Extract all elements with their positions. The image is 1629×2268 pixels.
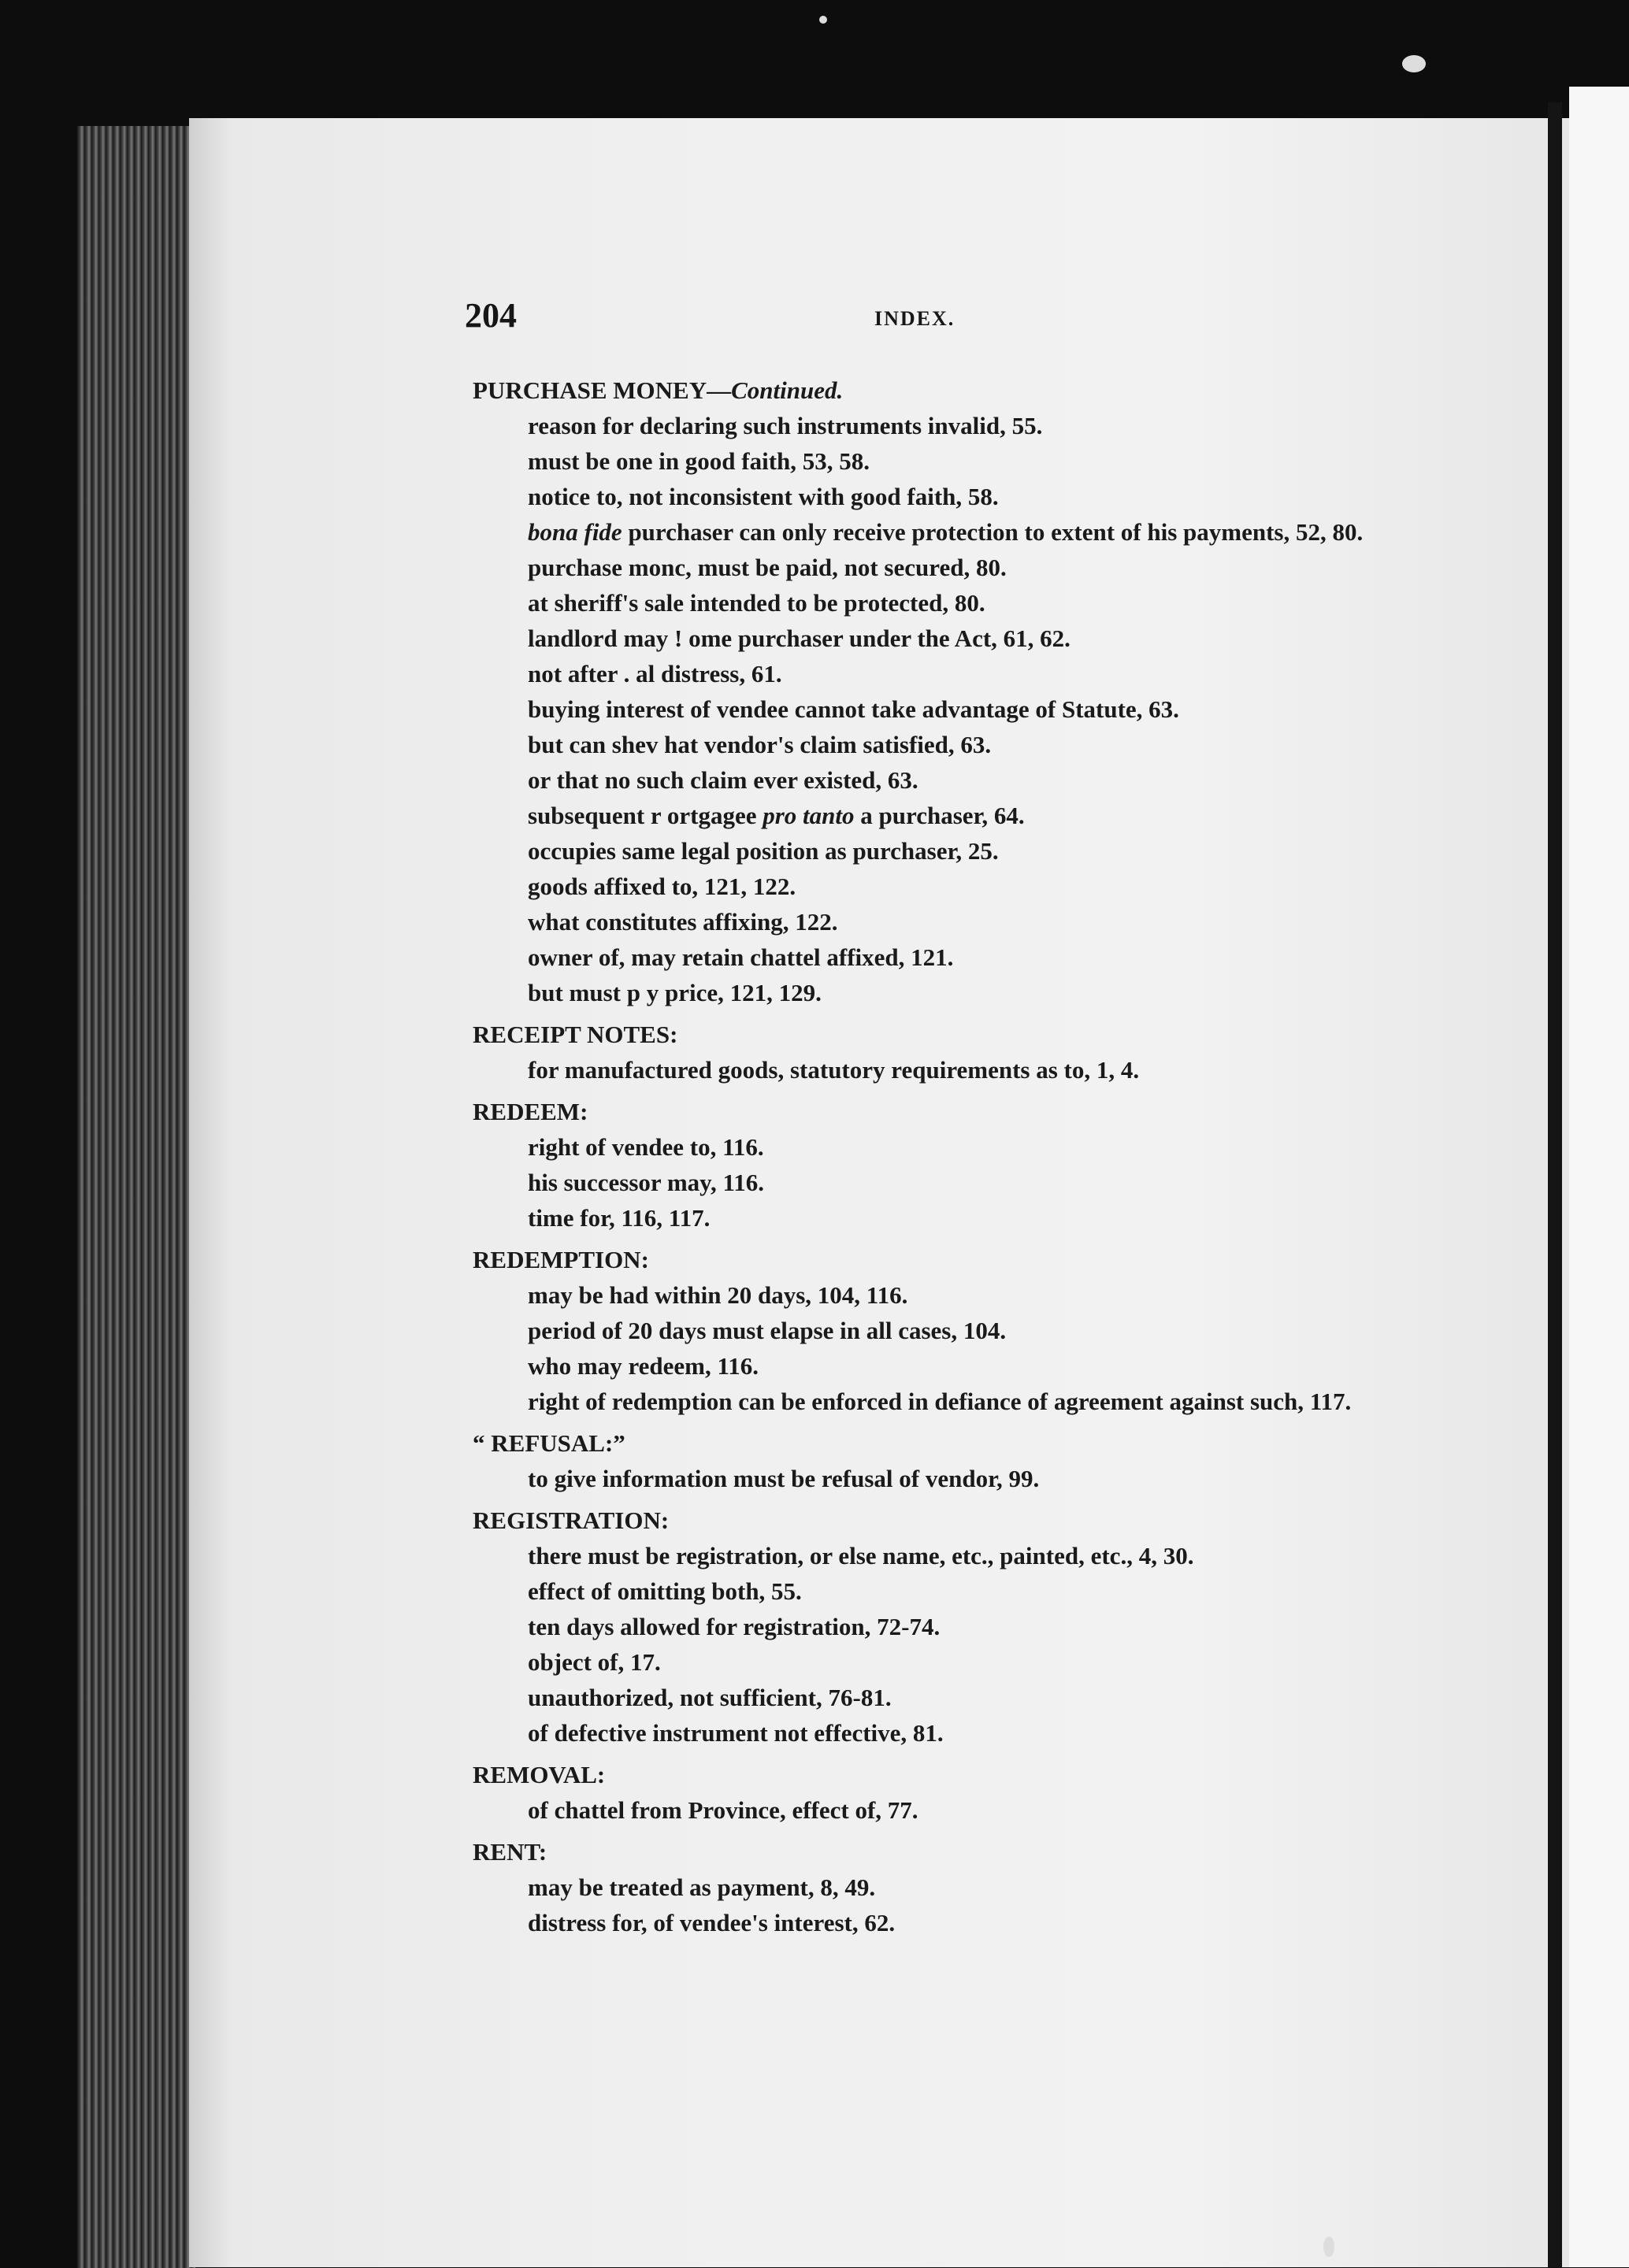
- index-item: purchase monc, must be paid, not secured, 80.: [528, 554, 1007, 581]
- scan-speck: [819, 16, 827, 24]
- index-item: of chattel from Province, effect of, 77.: [528, 1796, 918, 1824]
- index-content: [473, 366, 1386, 1940]
- index-item-text: a purchaser, 64.: [854, 802, 1025, 829]
- index-item: but can shev hat vendor's claim satisfied, 63.: [528, 731, 992, 758]
- index-heading: “ REFUSAL:”: [473, 1429, 625, 1457]
- index-item: or that no such claim ever existed, 63.: [528, 766, 918, 794]
- index-heading: REGISTRATION:: [473, 1506, 670, 1534]
- index-item: ten days allowed for registration, 72-74.: [528, 1613, 941, 1640]
- index-heading-continued: Continued.: [731, 376, 844, 404]
- index-item: notice to, not inconsistent with good faith, 58.: [528, 483, 999, 510]
- index-item: his successor may, 116.: [528, 1169, 764, 1196]
- running-head: INDEX.: [874, 307, 956, 330]
- index-heading: [473, 372, 1386, 408]
- index-item: occupies same legal position as purchaser, 25.: [528, 837, 999, 865]
- facing-page-gutter: [1548, 102, 1562, 2267]
- index-heading: RENT:: [473, 1838, 547, 1866]
- scan-speck: [1323, 2236, 1334, 2257]
- index-heading: REDEEM:: [473, 1098, 588, 1125]
- index-heading: REDEMPTION:: [473, 1246, 649, 1273]
- index-item: object of, 17.: [528, 1648, 661, 1676]
- page-edge-stack: [77, 126, 195, 2268]
- index-item: may be treated as payment, 8, 49.: [528, 1873, 876, 1901]
- index-item: there must be registration, or else name, etc., painted, etc., 4, 30.: [528, 1542, 1194, 1569]
- index-item-text: purchaser can only receive protection to extent of his payments, 52, 80.: [622, 518, 1364, 546]
- index-item: may be had within 20 days, 104, 116.: [528, 1281, 908, 1309]
- index-item: what constitutes affixing, 122.: [528, 908, 838, 936]
- index-item: right of vendee to, 116.: [528, 1133, 764, 1161]
- index-item: for manufactured goods, statutory requirements as to, 1, 4.: [528, 1056, 1140, 1084]
- index-item: landlord may ! ome purchaser under the Act, 61, 62.: [528, 624, 1071, 652]
- scan-speck: [1402, 55, 1426, 72]
- italic-phrase: pro tanto: [763, 802, 855, 829]
- index-item: period of 20 days must elapse in all cases, 104.: [528, 1317, 1007, 1344]
- index-item: must be one in good faith, 53, 58.: [528, 447, 870, 475]
- index-item: to give information must be refusal of vendor, 99.: [528, 1465, 1040, 1492]
- index-item: [528, 514, 1386, 550]
- index-item: unauthorized, not sufficient, 76-81.: [528, 1684, 892, 1711]
- italic-phrase: bona fide: [528, 518, 622, 546]
- index-item: distress for, of vendee's interest, 62.: [528, 1909, 896, 1936]
- index-heading: RECEIPT NOTES:: [473, 1021, 678, 1048]
- index-heading-text: PURCHASE MONEY—: [473, 376, 732, 404]
- index-item: owner of, may retain chattel affixed, 121.: [528, 943, 954, 971]
- index-item: at sheriff's sale intended to be protected, 80.: [528, 589, 985, 617]
- index-heading: REMOVAL:: [473, 1761, 606, 1788]
- index-item: reason for declaring such instruments invalid, 55.: [528, 412, 1043, 439]
- index-item: [528, 798, 1386, 833]
- index-item: buying interest of vendee cannot take advantage of Statute, 63.: [528, 695, 1179, 723]
- facing-page: [1569, 87, 1629, 2267]
- index-item: time for, 116, 117.: [528, 1204, 711, 1232]
- index-item: but must p y price, 121, 129.: [528, 979, 822, 1006]
- index-item: not after . al distress, 61.: [528, 660, 782, 687]
- page-number: 204: [465, 296, 517, 335]
- index-item: effect of omitting both, 55.: [528, 1577, 802, 1605]
- index-item: who may redeem, 116.: [528, 1352, 759, 1380]
- index-item: right of redemption can be enforced in defiance of agreement against such, 117.: [528, 1388, 1352, 1415]
- index-item-text: subsequent r ortgagee: [528, 802, 763, 829]
- index-item: goods affixed to, 121, 122.: [528, 873, 796, 900]
- index-item: of defective instrument not effective, 81.: [528, 1719, 944, 1747]
